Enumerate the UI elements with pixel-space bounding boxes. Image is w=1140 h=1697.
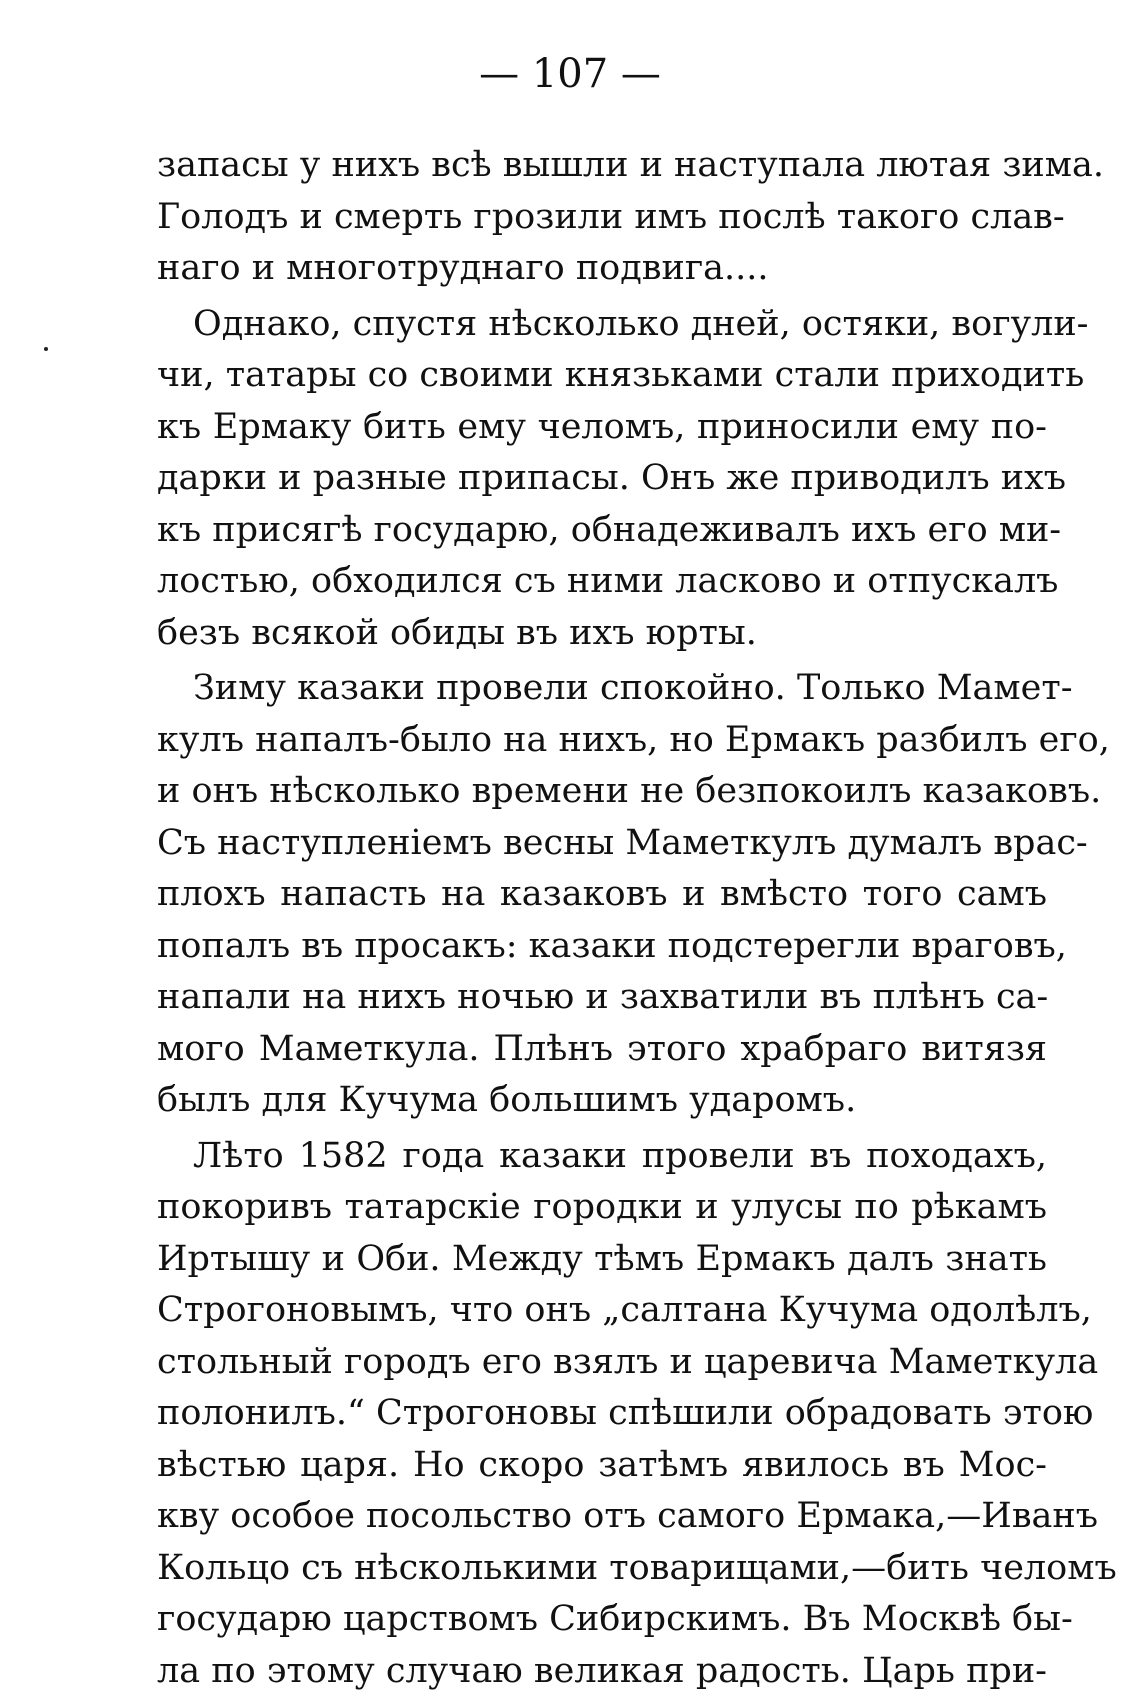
text-line: чи, татары со своими князьками стали приходить [157,350,1047,402]
text-line: къ присягѣ государю, обнадеживалъ ихъ его ми- [157,505,1047,557]
text-line: и онъ нѣсколько времени не безпокоилъ казаковъ. [157,766,1047,818]
text-line: стольный городъ его взялъ и царевича Маметкула [157,1337,1047,1389]
body-text [157,140,1047,1697]
text-line: запасы у нихъ всѣ вышли и наступала лютая зима. [157,140,1047,192]
paragraph [157,299,1047,660]
text-line: государю царствомъ Сибирскимъ. Въ Москвѣ бы- [157,1594,1047,1646]
text-line: мого Маметкула. Плѣнъ этого храбраго витязя [157,1024,1047,1076]
text-line: кву особое посольство отъ самого Ермака,—Иванъ [157,1491,1047,1543]
text-line: дарки и разные припасы. Онъ же приводилъ ихъ [157,453,1047,505]
text-line: плохъ напасть на казаковъ и вмѣсто того самъ [157,869,1047,921]
text-line: покоривъ татарскіе городки и улусы по рѣкамъ [157,1182,1047,1234]
text-line: лостью, обходился съ ними ласково и отпускалъ [157,556,1047,608]
margin-speck [44,347,48,351]
text-line: Съ наступленіемъ весны Маметкулъ думалъ врас- [157,818,1047,870]
text-line: Кольцо съ нѣсколькими товарищами,—бить челомъ [157,1543,1047,1595]
text-line: Голодъ и смерть грозили имъ послѣ такого слав- [157,192,1047,244]
text-line: былъ для Кучума большимъ ударомъ. [157,1075,1047,1127]
text-line: къ Ермаку бить ему челомъ, приносили ему по- [157,402,1047,454]
paragraph [157,140,1047,295]
text-line: вѣстью царя. Но скоро затѣмъ явилось въ Мос- [157,1440,1047,1492]
paragraph [157,1131,1047,1697]
text-line: кулъ напалъ-было на нихъ, но Ермакъ разбилъ его, [157,715,1047,767]
text-line: Строгоновымъ, что онъ „салтана Кучума одолѣлъ, [157,1285,1047,1337]
text-line: безъ всякой обиды въ ихъ юрты. [157,608,1047,660]
text-line: наго и многотруднаго подвига.... [157,243,1047,295]
text-line: Лѣто 1582 года казаки провели въ походахъ, [157,1131,1047,1183]
text-line: Однако, спустя нѣсколько дней, остяки, вогули- [157,299,1047,351]
text-line: полонилъ.“ Строгоновы спѣшили обрадовать этою [157,1388,1047,1440]
paragraph [157,663,1047,1127]
text-line: ла по этому случаю великая радость. Царь при- [157,1646,1047,1697]
page-number: — 107 — [0,46,1140,102]
text-line: попалъ въ просакъ: казаки подстерегли враговъ, [157,921,1047,973]
text-line: Зиму казаки провели спокойно. Только Мамет- [157,663,1047,715]
text-line: напали на нихъ ночью и захватили въ плѣнъ са- [157,972,1047,1024]
text-line: Иртышу и Оби. Между тѣмъ Ермакъ далъ знать [157,1234,1047,1286]
